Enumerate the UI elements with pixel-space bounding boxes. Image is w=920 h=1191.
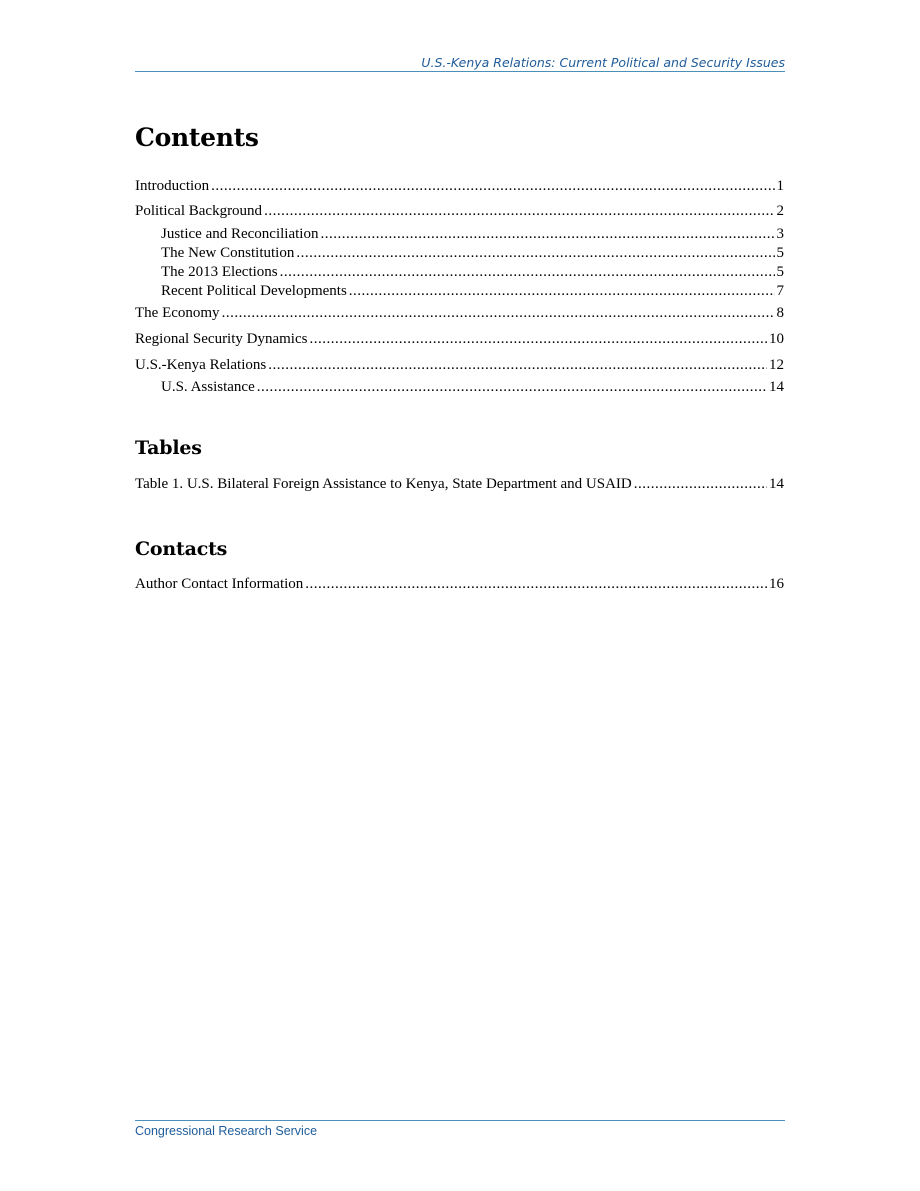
toc-page-number: 14 (769, 476, 784, 492)
toc-page-number: 7 (776, 283, 784, 299)
toc-entry-regional-security-dynamics[interactable] (135, 330, 784, 349)
toc-entry-new-constitution[interactable] (161, 244, 784, 263)
toc-entry-2013-elections[interactable] (161, 263, 784, 282)
toc-entry-label: The Economy (135, 305, 220, 321)
toc-dot-leader (211, 177, 774, 196)
toc-page-number: 16 (769, 576, 784, 592)
toc-dot-leader (634, 475, 767, 494)
toc-entry-us-assistance[interactable] (161, 378, 784, 397)
toc-entry-label: Recent Political Developments (161, 283, 347, 299)
toc-entry-author-contact-information[interactable] (135, 575, 784, 594)
toc-dot-leader (320, 225, 774, 244)
toc-entry-label: U.S. Assistance (161, 379, 255, 395)
toc-entry-recent-political-developments[interactable] (161, 282, 784, 301)
toc-page-number: 14 (769, 379, 784, 395)
toc-page-number: 2 (776, 203, 784, 219)
toc-dot-leader (222, 304, 775, 323)
toc-dot-leader (309, 330, 767, 349)
toc-entry-label: Introduction (135, 178, 210, 194)
toc-dot-leader (280, 263, 775, 282)
contents-heading: Contents (135, 123, 259, 152)
toc-entry-label: Justice and Reconciliation (161, 226, 319, 242)
toc-dot-leader (268, 356, 767, 375)
contacts-heading: Contacts (135, 538, 228, 560)
toc-dot-leader (296, 244, 774, 263)
toc-page-number: 1 (776, 178, 784, 194)
toc-entry-label: Table 1. U.S. Bilateral Foreign Assistance to Kenya, State Department and USAID (135, 476, 632, 492)
toc-entry-the-economy[interactable] (135, 304, 784, 323)
toc-entry-label: Political Background (135, 203, 263, 219)
toc-dot-leader (305, 575, 767, 594)
toc-page-number: 8 (776, 305, 784, 321)
running-header (135, 55, 785, 72)
toc-page-number: 10 (769, 331, 784, 347)
toc-entry-us-kenya-relations[interactable] (135, 356, 784, 375)
toc-entry-table-1[interactable] (135, 475, 784, 494)
toc-entry-label: U.S.-Kenya Relations (135, 357, 267, 373)
toc-page-number: 3 (776, 226, 784, 242)
toc-dot-leader (257, 378, 767, 397)
running-header-title: U.S.-Kenya Relations: Current Political and Security Issues (421, 55, 785, 70)
toc-page-number: 12 (769, 357, 784, 373)
toc-entry-label: The 2013 Elections (161, 264, 278, 280)
toc-entry-introduction[interactable] (135, 177, 784, 196)
toc-entry-label: Author Contact Information (135, 576, 304, 592)
toc-entry-political-background[interactable] (135, 202, 784, 221)
tables-heading: Tables (135, 437, 202, 459)
toc-page-number: 5 (776, 264, 784, 280)
toc-dot-leader (264, 202, 774, 221)
toc-page-number: 5 (776, 245, 784, 261)
toc-dot-leader (349, 282, 775, 301)
toc-entry-justice-and-reconciliation[interactable] (161, 225, 784, 244)
toc-entry-label: Regional Security Dynamics (135, 331, 308, 347)
running-footer (135, 1120, 785, 1138)
toc-entry-label: The New Constitution (161, 245, 295, 261)
footer-organization: Congressional Research Service (135, 1124, 318, 1138)
